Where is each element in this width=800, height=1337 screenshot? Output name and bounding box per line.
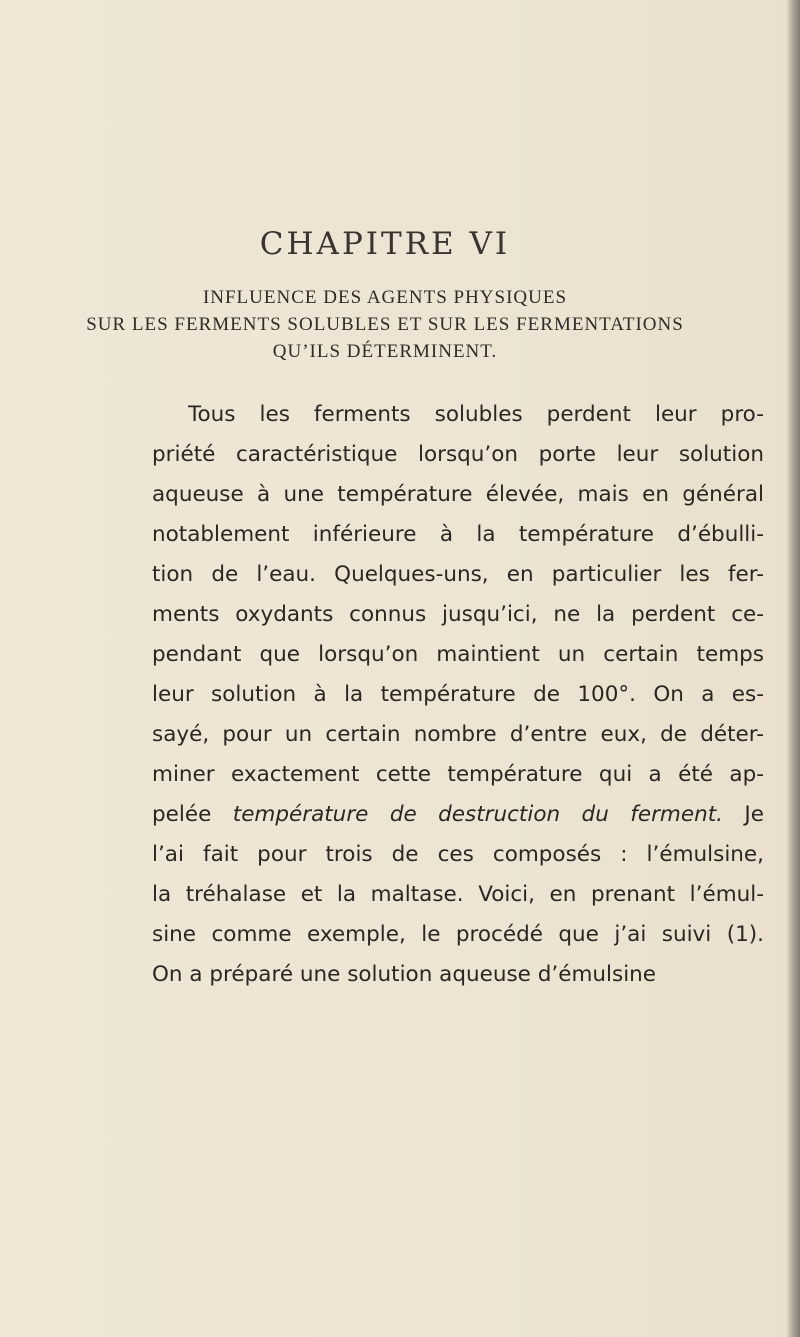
chapter-subtitle-line-3: QU’ILS DÉTERMINENT. bbox=[272, 341, 498, 362]
chapter-title: CHAPITRE VI bbox=[259, 226, 511, 262]
text-line: sine comme exemple, le procédé que j’ai suivi (1). bbox=[152, 922, 764, 947]
text-line: On a préparé une solution aqueuse d’émulsine bbox=[152, 962, 657, 987]
italic-term: température de destruction du ferment. bbox=[232, 802, 723, 827]
text-line: leur solution à la température de 100°. On a es- bbox=[152, 682, 764, 707]
text-fragment: pelée bbox=[152, 802, 212, 827]
text-line: Tous les ferments solubles perdent leur pro- bbox=[188, 402, 764, 427]
text-fragment: Je bbox=[744, 802, 764, 827]
chapter-subtitle-line-1: INFLUENCE DES AGENTS PHYSIQUES bbox=[202, 287, 568, 308]
text-line: miner exactement cette température qui a été ap- bbox=[152, 762, 764, 787]
text-line: tion de l’eau. Quelques-uns, en particulier les fer- bbox=[152, 562, 764, 587]
page-edge-shadow bbox=[786, 0, 800, 1337]
text-line: ments oxydants connus jusqu’ici, ne la perdent ce- bbox=[152, 602, 764, 627]
text-line: pendant que lorsqu’on maintient un certain temps bbox=[152, 642, 764, 667]
chapter-subtitle-line-2: SUR LES FERMENTS SOLUBLES ET SUR LES FERMENTATIONS bbox=[86, 314, 684, 335]
body-paragraph bbox=[152, 395, 764, 995]
text-line-with-italic bbox=[152, 795, 764, 835]
text-line: l’ai fait pour trois de ces composés : l’émulsine, bbox=[152, 842, 764, 867]
text-line: sayé, pour un certain nombre d’entre eux, de déter- bbox=[152, 722, 764, 747]
text-line: notablement inférieure à la température d’ébulli- bbox=[152, 522, 764, 547]
text-line: priété caractéristique lorsqu’on porte leur solution bbox=[152, 442, 764, 467]
text-line: aqueuse à une température élevée, mais en général bbox=[152, 482, 764, 507]
text-line: la tréhalase et la maltase. Voici, en prenant l’émul- bbox=[152, 882, 764, 907]
